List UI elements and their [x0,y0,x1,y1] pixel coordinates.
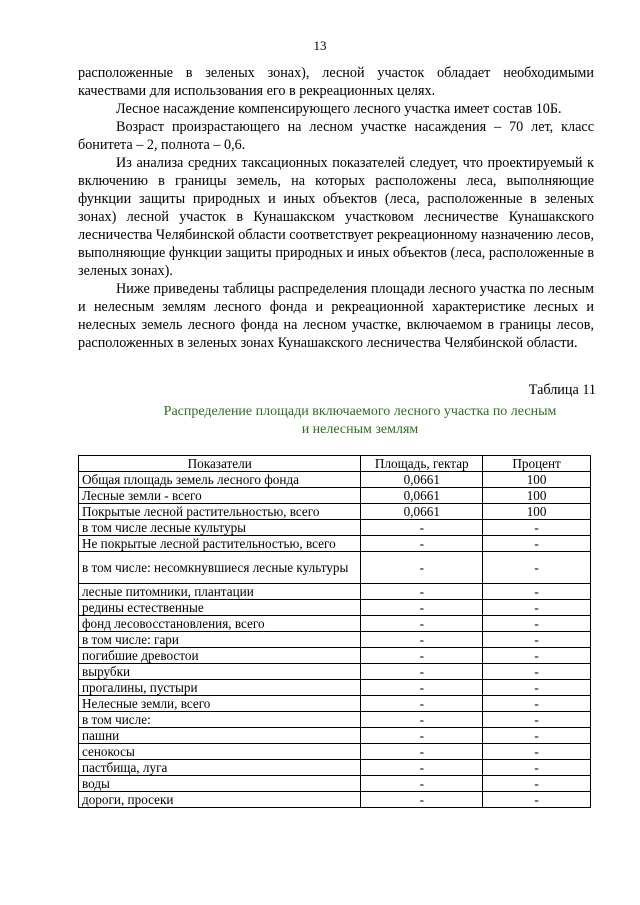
row-percent: - [483,776,591,792]
row-indicator: Покрытые лесной растительностью, всего [79,504,361,520]
row-indicator: пашни [79,728,361,744]
row-percent: - [483,536,591,552]
row-area: - [361,632,483,648]
table-row [79,616,591,632]
row-percent: - [483,664,591,680]
table-row [79,488,591,504]
table-row [79,552,591,584]
paragraph-continuation: расположенные в зеленых зонах), лесной участок обладает необходимыми качествами для использования его в рекреационных целях. [78,65,594,99]
table-row [79,648,591,664]
row-area: - [361,664,483,680]
row-percent: - [483,792,591,808]
row-indicator: пастбища, луга [79,760,361,776]
table-row [79,680,591,696]
row-percent: 100 [483,488,591,504]
row-indicator: вырубки [79,664,361,680]
row-percent: - [483,584,591,600]
row-area: - [361,584,483,600]
table-row [79,744,591,760]
table-header-row [79,456,591,472]
row-indicator: в том числе лесные культуры [79,520,361,536]
table-row [79,728,591,744]
row-indicator: погибшие древостои [79,648,361,664]
paragraph-tables-intro: Ниже приведены таблицы распределения площади лесного участка по лесным и нелесным землям лесного фонда и рекреационной характеристике лесных и нелесных земель лесного фонда на лесном участке, включаемом в границы лесов, расположенных в зеленых зонах Кунашакского лесничества Челябинской области. [78,281,594,351]
row-percent: - [483,600,591,616]
row-indicator: Не покрытые лесной растительностью, всего [79,536,361,552]
table-row [79,584,591,600]
row-percent: 100 [483,504,591,520]
table-row [79,504,591,520]
body-text [78,64,594,352]
row-area: - [361,760,483,776]
row-percent: - [483,616,591,632]
row-area: - [361,616,483,632]
row-percent: - [483,632,591,648]
row-area: 0,0661 [361,472,483,488]
row-indicator: Лесные земли - всего [79,488,361,504]
row-indicator: Общая площадь земель лесного фонда [79,472,361,488]
table-caption [110,403,610,439]
row-area: - [361,728,483,744]
paragraph-analysis: Из анализа средних таксационных показателей следует, что проектируемый к включению в границы земель, на которых расположены леса, выполняющие функции защиты природных и иных объектов (леса, расположенные в зеленых зонах) лесной участок в Кунашакском участковом лесничестве Кунашакского лесничества Челябинской области соответствует рекреационному назначению лесов, выполняющие функции защиты природных и иных объектов (леса, расположенные в зеленых зонах). [78,155,595,279]
table-caption-line-1: Распределение площади включаемого лесного участка по лесным [163,404,557,419]
row-indicator: дороги, просеки [79,792,361,808]
row-percent: - [483,696,591,712]
row-area: - [361,600,483,616]
row-percent: - [483,552,591,584]
row-indicator: Нелесные земли, всего [79,696,361,712]
row-area: - [361,696,483,712]
row-area: - [361,536,483,552]
paragraph-composition: Лесное насаждение компенсирующего лесного участка имеет состав 10Б. [116,101,562,117]
row-area: - [361,648,483,664]
row-percent: - [483,760,591,776]
row-indicator: прогалины, пустыри [79,680,361,696]
row-area: - [361,680,483,696]
table-row [79,712,591,728]
row-percent: - [483,712,591,728]
header-area: Площадь, гектар [361,456,483,472]
row-area: - [361,552,483,584]
row-indicator: в том числе: гари [79,632,361,648]
row-indicator: фонд лесовосстановления, всего [79,616,361,632]
table-row [79,776,591,792]
row-indicator: редины естественные [79,600,361,616]
table-row [79,760,591,776]
header-percent: Процент [483,456,591,472]
row-area: - [361,776,483,792]
table-row [79,536,591,552]
table-row [79,520,591,536]
row-indicator: воды [79,776,361,792]
row-area: 0,0661 [361,488,483,504]
row-percent: - [483,648,591,664]
row-percent: 100 [483,472,591,488]
row-indicator: сенокосы [79,744,361,760]
table-row [79,472,591,488]
table-row [79,792,591,808]
row-indicator: в том числе: [79,712,361,728]
page-number: 13 [313,38,327,53]
row-percent: - [483,520,591,536]
row-percent: - [483,680,591,696]
land-distribution-table [78,455,591,808]
row-area: - [361,744,483,760]
row-indicator: лесные питомники, плантации [79,584,361,600]
row-area: - [361,712,483,728]
row-area: 0,0661 [361,504,483,520]
header-indicators: Показатели [79,456,361,472]
row-area: - [361,792,483,808]
table-row [79,696,591,712]
row-indicator: в том числе: несомкнувшиеся лесные культуры [79,552,361,584]
paragraph-age: Возраст произрастающего на лесном участке насаждения – 70 лет, класс бонитета – 2, полнота – 0,6. [78,119,594,153]
table-row [79,664,591,680]
table-caption-line-2: и нелесным землям [301,422,419,437]
row-percent: - [483,728,591,744]
row-percent: - [483,744,591,760]
table-label: Таблица 11 [528,382,596,398]
table-row [79,600,591,616]
row-area: - [361,520,483,536]
table-row [79,632,591,648]
